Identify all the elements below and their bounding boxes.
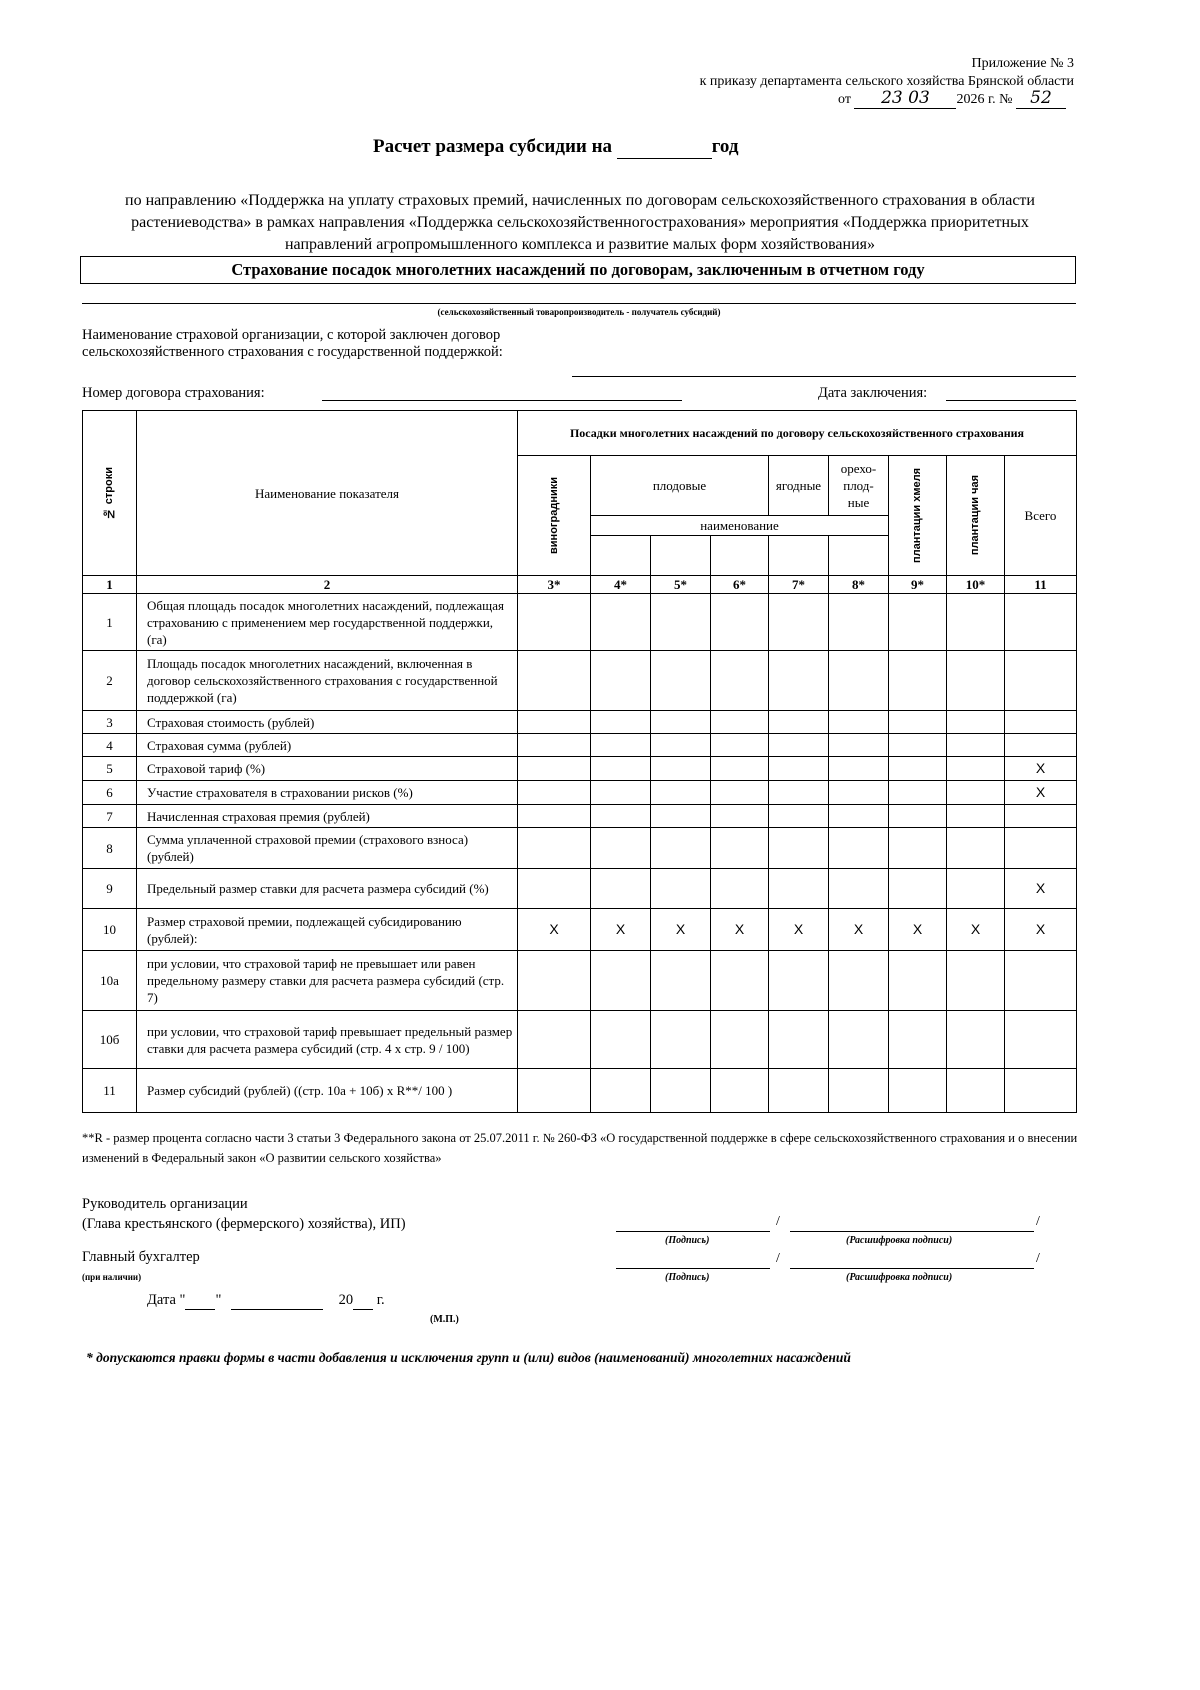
from-label: от bbox=[838, 92, 851, 107]
producer-field[interactable] bbox=[82, 303, 1076, 304]
row-number: 9 bbox=[83, 869, 137, 909]
header-name-cell[interactable] bbox=[711, 536, 769, 576]
value-cell[interactable] bbox=[769, 828, 829, 869]
value-cell[interactable] bbox=[829, 757, 889, 781]
value-cell[interactable] bbox=[947, 781, 1005, 805]
value-cell[interactable] bbox=[829, 828, 889, 869]
not-applicable-mark: X bbox=[518, 909, 591, 951]
value-cell[interactable] bbox=[1005, 805, 1077, 828]
value-cell[interactable] bbox=[591, 951, 651, 1011]
value-cell[interactable] bbox=[651, 594, 711, 651]
date-month-field[interactable] bbox=[231, 1292, 323, 1310]
header-nut: орехо-плод-ные bbox=[829, 456, 889, 516]
value-cell[interactable] bbox=[711, 594, 769, 651]
value-cell[interactable] bbox=[829, 869, 889, 909]
value-cell[interactable] bbox=[651, 651, 711, 711]
if-any-label: (при наличии) bbox=[82, 1272, 142, 1282]
value-cell[interactable] bbox=[769, 1069, 829, 1113]
head-decoding-field[interactable] bbox=[790, 1231, 1034, 1232]
value-cell[interactable] bbox=[889, 781, 947, 805]
header-hops-text: плантации хмеля bbox=[911, 467, 923, 564]
date-line bbox=[147, 1292, 385, 1310]
column-number: 1 bbox=[83, 576, 137, 594]
value-cell[interactable] bbox=[591, 1011, 651, 1069]
value-cell[interactable] bbox=[947, 1011, 1005, 1069]
value-cell[interactable] bbox=[651, 951, 711, 1011]
table-row bbox=[83, 781, 1077, 805]
value-cell[interactable] bbox=[651, 711, 711, 734]
value-cell[interactable] bbox=[651, 869, 711, 909]
value-cell[interactable] bbox=[1005, 1069, 1077, 1113]
accountant-label: Главный бухгалтер bbox=[82, 1249, 200, 1265]
decoding-caption: (Расшифровка подписи) bbox=[846, 1235, 953, 1246]
value-cell[interactable] bbox=[947, 651, 1005, 711]
row-label: при условии, что страховой тариф превышает предельный размер ставки для расчета размера субсидий (стр. 4 х стр. 9 / 100) bbox=[137, 1011, 518, 1069]
title-suffix: год bbox=[711, 136, 739, 157]
header-name-cell[interactable] bbox=[591, 536, 651, 576]
date-label: Дата " bbox=[147, 1292, 186, 1308]
value-cell[interactable] bbox=[518, 869, 591, 909]
not-applicable-mark: X bbox=[591, 909, 651, 951]
signature-caption: (Подпись) bbox=[665, 1272, 710, 1283]
date-quote: " bbox=[215, 1292, 222, 1308]
value-cell[interactable] bbox=[591, 781, 651, 805]
document-page: Приложение № 3 к приказу департамента сельского хозяйства Брянской области от 23 03 2026 г. № 52 Расчет размера субсидии на год по направлению «Поддержка на уплату страховых премий, начисленных по договорам сельскохозяйственного страхования в области растениеводства» в рамках направления «Поддержка сельскохозяйственногострахования» мероприятия «Поддержка приоритетных направлений агропромышленного комплекса и развитие малых форм хозяйствования» Страхование посадок многолетних насаждений по договорам, заключенным в отчетном году (сельскохозяйственный товаропроизводитель - получатель субсидий) Наименование страховой организации, с которой заключен договор сельскохозяйственного страхования с государственной поддержкой: Номер договора страхования: Дата заключения: № строки Наименование показателя Посадки многолетних насаждений по договору сельскохозяйственного страхования виноградники плодовые ягодные орехо-плод-ные плантации хмеля плантации чая Всего наименование 1 2 3* 4* 5* 6* 7* 8* 9* 10* 11 1 Общая площадь посадок многолетних насаждений, подлежащая страхованию с применением мер государственной поддержки, (га) 2 Площадь посадок многолетних насаждений, включенная в договор сельскохозяйственного страхования с государственной поддержкой (га) 3 Страховая стоимость (рублей) 4 Страховая сумма (рублей) 5 Страховой тариф (%) X 6 Участие страхователя в страховании рисков (%) X 7 Начисленная страховая премия (рублей) 8 Сумма уплаченной страховой премии (страхового взноса) (рублей) 9 Предельный размер ставки для расчета размера субсидий (%) X 10 Размер страховой премии, подлежащей субсидированию (рублей): X X X X X X X X X 10а при условии, что страховой тариф не превышает или равен предельному размеру ставки для расчета размера субсидий (стр. 7) 10б при условии, что страховой тариф превышает предельный размер ставки для расчета размера субсидий (стр. 4 х стр. 9 / 100) 11 Размер субсидий (рублей) ((стр. 10а + 10б) х R**/ 100 ) **R - размер процента согласно части 3 статьи 3 Федерального закона от 25.07.2011 г. № 260-ФЗ «О государственной поддержке в сфере сельскохозяйственного страхования и о внесении изменений в Федеральный закон «О развитии сельского хозяйства» Руководитель организации (Глава крестьянского (фермерского) хозяйства), ИП) / / (Подпись) (Расшифровка подписи) Главный бухгалтер (при наличии) / / (Подпись) (Расшифровка подписи) Дата " " 20 г. (М.П.) * допускаются правки формы в части добавления и исключения групп и (или) видов (наименований) многолетних насаждений bbox=[0, 0, 1200, 1690]
appendix-label: Приложение № 3 bbox=[971, 56, 1074, 71]
table-row bbox=[83, 594, 1077, 651]
head-title-2: (Глава крестьянского (фермерского) хозяйства), ИП) bbox=[82, 1216, 406, 1232]
column-number: 3* bbox=[518, 576, 591, 594]
table-row bbox=[83, 1069, 1077, 1113]
value-cell[interactable] bbox=[829, 1011, 889, 1069]
table-row bbox=[83, 1011, 1077, 1069]
value-cell[interactable] bbox=[1005, 1011, 1077, 1069]
value-cell[interactable] bbox=[947, 757, 1005, 781]
header-plantings-group: Посадки многолетних насаждений по договору сельскохозяйственного страхования bbox=[518, 411, 1077, 456]
row-label: Площадь посадок многолетних насаждений, включенная в договор сельскохозяйственного страхования с государственной поддержкой (га) bbox=[137, 651, 518, 711]
value-cell[interactable] bbox=[889, 757, 947, 781]
row-label: Страховая сумма (рублей) bbox=[137, 734, 518, 757]
value-cell[interactable] bbox=[1005, 711, 1077, 734]
row-number: 10 bbox=[83, 909, 137, 951]
not-applicable-mark: X bbox=[1005, 781, 1077, 805]
not-applicable-mark: X bbox=[889, 909, 947, 951]
value-cell[interactable] bbox=[518, 951, 591, 1011]
value-cell[interactable] bbox=[1005, 951, 1077, 1011]
value-cell[interactable] bbox=[591, 828, 651, 869]
value-cell[interactable] bbox=[947, 1069, 1005, 1113]
value-cell[interactable] bbox=[829, 594, 889, 651]
value-cell[interactable] bbox=[711, 711, 769, 734]
value-cell[interactable] bbox=[591, 651, 651, 711]
value-cell[interactable] bbox=[591, 1069, 651, 1113]
order-reference: к приказу департамента сельского хозяйства Брянской области bbox=[699, 74, 1074, 89]
table-row bbox=[83, 757, 1077, 781]
header-name-cell[interactable] bbox=[829, 536, 889, 576]
value-cell[interactable] bbox=[829, 651, 889, 711]
column-number: 8* bbox=[829, 576, 889, 594]
title-prefix: Расчет размера субсидии на bbox=[373, 136, 613, 157]
column-number: 5* bbox=[651, 576, 711, 594]
value-cell[interactable] bbox=[651, 1011, 711, 1069]
row-number: 3 bbox=[83, 711, 137, 734]
header-fruit: плодовые bbox=[591, 456, 769, 516]
row-label: Общая площадь посадок многолетних насаждений, подлежащая страхованию с применением мер государственной поддержки, (га) bbox=[137, 594, 518, 651]
value-cell[interactable] bbox=[651, 805, 711, 828]
header-tea bbox=[947, 456, 1005, 576]
value-cell[interactable] bbox=[947, 805, 1005, 828]
not-applicable-mark: X bbox=[651, 909, 711, 951]
stamp-label: (М.П.) bbox=[430, 1314, 459, 1325]
head-title: Руководитель организации bbox=[82, 1196, 248, 1212]
accountant-signature-field[interactable] bbox=[616, 1268, 770, 1269]
value-cell[interactable] bbox=[769, 1011, 829, 1069]
not-applicable-mark: X bbox=[1005, 909, 1077, 951]
value-cell[interactable] bbox=[518, 828, 591, 869]
table-row bbox=[83, 734, 1077, 757]
table-row bbox=[83, 909, 1077, 951]
value-cell[interactable] bbox=[518, 1069, 591, 1113]
value-cell[interactable] bbox=[651, 734, 711, 757]
value-cell[interactable] bbox=[889, 1011, 947, 1069]
value-cell[interactable] bbox=[829, 711, 889, 734]
value-cell[interactable] bbox=[947, 734, 1005, 757]
value-cell[interactable] bbox=[769, 651, 829, 711]
header-indicator-name: Наименование показателя bbox=[137, 411, 518, 576]
head-signature-field[interactable] bbox=[616, 1231, 770, 1232]
header-naming: наименование bbox=[591, 516, 889, 536]
value-cell[interactable] bbox=[769, 734, 829, 757]
row-label: Страховая стоимость (рублей) bbox=[137, 711, 518, 734]
order-date-line bbox=[838, 88, 1066, 109]
column-number: 6* bbox=[711, 576, 769, 594]
value-cell[interactable] bbox=[947, 869, 1005, 909]
row-number: 7 bbox=[83, 805, 137, 828]
header-row-number bbox=[83, 411, 137, 576]
value-cell[interactable] bbox=[711, 757, 769, 781]
value-cell[interactable] bbox=[518, 651, 591, 711]
value-cell[interactable] bbox=[889, 805, 947, 828]
date-year-field[interactable] bbox=[353, 1292, 373, 1310]
value-cell[interactable] bbox=[651, 757, 711, 781]
value-cell[interactable] bbox=[769, 594, 829, 651]
row-number: 2 bbox=[83, 651, 137, 711]
value-cell[interactable] bbox=[947, 828, 1005, 869]
value-cell[interactable] bbox=[769, 805, 829, 828]
value-cell[interactable] bbox=[518, 757, 591, 781]
value-cell[interactable] bbox=[947, 951, 1005, 1011]
row-number: 6 bbox=[83, 781, 137, 805]
value-cell[interactable] bbox=[1005, 828, 1077, 869]
value-cell[interactable] bbox=[591, 711, 651, 734]
value-cell[interactable] bbox=[889, 711, 947, 734]
header-vineyards-text: виноградники bbox=[547, 477, 560, 554]
value-cell[interactable] bbox=[829, 1069, 889, 1113]
order-date: 23 03 bbox=[854, 88, 956, 109]
value-cell[interactable] bbox=[947, 711, 1005, 734]
value-cell[interactable] bbox=[591, 594, 651, 651]
value-cell[interactable] bbox=[518, 1011, 591, 1069]
header-tea-text: плантации чая bbox=[969, 475, 981, 556]
insurer-label: Наименование страховой организации, с которой заключен договор сельскохозяйственного страхования с государственной поддержкой: bbox=[82, 327, 503, 360]
value-cell[interactable] bbox=[769, 711, 829, 734]
row-label: Размер страховой премии, подлежащей субсидированию (рублей): bbox=[137, 909, 518, 951]
column-number: 10* bbox=[947, 576, 1005, 594]
date-day-field[interactable] bbox=[185, 1292, 215, 1310]
value-cell[interactable] bbox=[769, 951, 829, 1011]
value-cell[interactable] bbox=[1005, 734, 1077, 757]
table-row bbox=[83, 828, 1077, 869]
table-row bbox=[83, 651, 1077, 711]
column-number: 4* bbox=[591, 576, 651, 594]
value-cell[interactable] bbox=[829, 781, 889, 805]
accountant-decoding-field[interactable] bbox=[790, 1268, 1034, 1269]
not-applicable-mark: X bbox=[1005, 757, 1077, 781]
header-total: Всего bbox=[1005, 456, 1077, 576]
header-hops bbox=[889, 456, 947, 576]
year-label: 2026 г. № bbox=[956, 92, 1013, 107]
value-cell[interactable] bbox=[829, 734, 889, 757]
footnote: **R - размер процента согласно части 3 статьи 3 Федерального закона от 25.07.2011 г. № 260-ФЗ «О государственной поддержке в сфере сельскохозяйственного страхования и о внесении изменений в Федеральный закон «О развитии сельского хозяйства» bbox=[82, 1131, 1078, 1165]
value-cell[interactable] bbox=[769, 869, 829, 909]
row-number: 5 bbox=[83, 757, 137, 781]
value-cell[interactable] bbox=[889, 1069, 947, 1113]
header-berry: ягодные bbox=[769, 456, 829, 516]
value-cell[interactable] bbox=[829, 805, 889, 828]
row-label: Начисленная страховая премия (рублей) bbox=[137, 805, 518, 828]
value-cell[interactable] bbox=[711, 651, 769, 711]
signature-caption: (Подпись) bbox=[665, 1235, 710, 1246]
row-number: 10а bbox=[83, 951, 137, 1011]
value-cell[interactable] bbox=[1005, 594, 1077, 651]
not-applicable-mark: X bbox=[1005, 869, 1077, 909]
value-cell[interactable] bbox=[769, 757, 829, 781]
value-cell[interactable] bbox=[889, 828, 947, 869]
value-cell[interactable] bbox=[518, 805, 591, 828]
column-number: 7* bbox=[769, 576, 829, 594]
value-cell[interactable] bbox=[518, 594, 591, 651]
value-cell[interactable] bbox=[1005, 651, 1077, 711]
value-cell[interactable] bbox=[711, 828, 769, 869]
year-suffix: г. bbox=[376, 1292, 385, 1308]
value-cell[interactable] bbox=[711, 951, 769, 1011]
bottom-note: * допускаются правки формы в части добавления и исключения групп и (или) видов (наименований) многолетних насаждений bbox=[86, 1350, 851, 1365]
row-number: 8 bbox=[83, 828, 137, 869]
order-number: 52 bbox=[1016, 88, 1066, 109]
row-label: при условии, что страховой тариф не превышает или равен предельному размеру ставки для расчета размера субсидий (стр. 7) bbox=[137, 951, 518, 1011]
row-number: 4 bbox=[83, 734, 137, 757]
column-numbers-row bbox=[83, 576, 1077, 594]
row-number: 1 bbox=[83, 594, 137, 651]
insurer-field[interactable] bbox=[572, 376, 1076, 377]
value-cell[interactable] bbox=[711, 781, 769, 805]
value-cell[interactable] bbox=[769, 781, 829, 805]
table-row bbox=[83, 711, 1077, 734]
value-cell[interactable] bbox=[711, 1011, 769, 1069]
value-cell[interactable] bbox=[591, 869, 651, 909]
value-cell[interactable] bbox=[591, 805, 651, 828]
value-cell[interactable] bbox=[711, 805, 769, 828]
column-number: 9* bbox=[889, 576, 947, 594]
table-row bbox=[83, 951, 1077, 1011]
row-label: Страховой тариф (%) bbox=[137, 757, 518, 781]
column-number: 2 bbox=[137, 576, 518, 594]
boxed-title: Страхование посадок многолетних насаждений по договорам, заключенным в отчетном году bbox=[80, 256, 1076, 284]
value-cell[interactable] bbox=[651, 781, 711, 805]
page-title bbox=[373, 136, 739, 159]
value-cell[interactable] bbox=[889, 951, 947, 1011]
header-name-cell[interactable] bbox=[651, 536, 711, 576]
row-number: 10б bbox=[83, 1011, 137, 1069]
row-label: Предельный размер ставки для расчета размера субсидий (%) bbox=[137, 869, 518, 909]
row-label: Размер субсидий (рублей) ((стр. 10а + 10б) х R**/ 100 ) bbox=[137, 1069, 518, 1113]
row-label: Сумма уплаченной страховой премии (страхового взноса) (рублей) bbox=[137, 828, 518, 869]
header-row-number-text: № строки bbox=[103, 466, 115, 520]
value-cell[interactable] bbox=[591, 757, 651, 781]
intro-text: по направлению «Поддержка на уплату страховых премий, начисленных по договорам сельскохозяйственного страхования в области растениеводства» в рамках направления «Поддержка сельскохозяйственногострахования» мероприятия «Поддержка приоритетных направлений агропромышленного комплекса и развитие малых форм хозяйствования» bbox=[125, 192, 1035, 253]
header-name-cell[interactable] bbox=[769, 536, 829, 576]
value-cell[interactable] bbox=[889, 869, 947, 909]
contract-date-field[interactable] bbox=[946, 400, 1076, 401]
contract-date-label: Дата заключения: bbox=[818, 385, 928, 401]
value-cell[interactable] bbox=[591, 734, 651, 757]
table-row bbox=[83, 869, 1077, 909]
value-cell[interactable] bbox=[711, 869, 769, 909]
contract-number-field[interactable] bbox=[322, 400, 682, 401]
value-cell[interactable] bbox=[518, 711, 591, 734]
not-applicable-mark: X bbox=[947, 909, 1005, 951]
value-cell[interactable] bbox=[518, 734, 591, 757]
not-applicable-mark: X bbox=[829, 909, 889, 951]
value-cell[interactable] bbox=[829, 951, 889, 1011]
producer-caption: (сельскохозяйственный товаропроизводитель - получатель субсидий) bbox=[437, 307, 721, 317]
not-applicable-mark: X bbox=[711, 909, 769, 951]
value-cell[interactable] bbox=[889, 734, 947, 757]
decoding-caption: (Расшифровка подписи) bbox=[846, 1272, 953, 1283]
value-cell[interactable] bbox=[711, 734, 769, 757]
row-label: Участие страхователя в страховании рисков (%) bbox=[137, 781, 518, 805]
head-signature-label bbox=[82, 1194, 406, 1234]
row-number: 11 bbox=[83, 1069, 137, 1113]
value-cell[interactable] bbox=[947, 594, 1005, 651]
contract-number-label: Номер договора страхования: bbox=[82, 385, 265, 401]
value-cell[interactable] bbox=[651, 1069, 711, 1113]
value-cell[interactable] bbox=[889, 651, 947, 711]
value-cell[interactable] bbox=[889, 594, 947, 651]
subsidy-table bbox=[82, 410, 1077, 1113]
value-cell[interactable] bbox=[518, 781, 591, 805]
not-applicable-mark: X bbox=[769, 909, 829, 951]
header-vineyards bbox=[518, 456, 591, 576]
column-number: 11 bbox=[1005, 576, 1077, 594]
value-cell[interactable] bbox=[651, 828, 711, 869]
year-prefix: 20 bbox=[338, 1292, 354, 1308]
table-row bbox=[83, 805, 1077, 828]
value-cell[interactable] bbox=[711, 1069, 769, 1113]
